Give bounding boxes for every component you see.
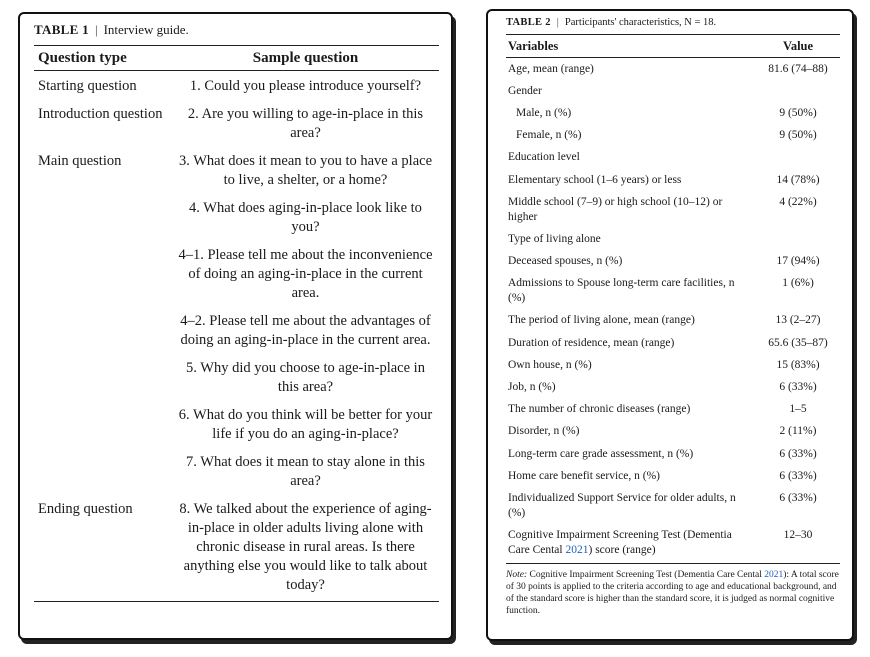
table-row	[506, 58, 840, 81]
question-type-cell	[34, 453, 172, 500]
row-label: Individualized Support Service for older adults, n (%)	[508, 491, 736, 519]
table2-title: Participants' characteristics, N = 18.	[564, 17, 717, 28]
row-label: Male, n (%)	[516, 106, 572, 119]
participants-body	[506, 58, 840, 525]
cist-label-text: Cognitive Impairment Screening Test (Dementia Care Cental	[508, 529, 732, 557]
row-label	[506, 525, 756, 564]
table-row	[506, 443, 840, 465]
row-label: Middle school (7–9) or high school (10–12) or higher	[508, 195, 723, 223]
row-label: Duration of residence, mean (range)	[508, 336, 675, 349]
table-row	[506, 191, 840, 228]
row-label: Type of living alone	[508, 232, 601, 245]
row-label: Age, mean (range)	[508, 62, 594, 75]
row-value: 4 (22%)	[779, 195, 817, 208]
table-row	[506, 421, 840, 443]
table-row	[34, 199, 439, 246]
table-row	[506, 354, 840, 376]
row-value: 14 (78%)	[776, 173, 820, 186]
header-variables: Variables	[506, 35, 756, 58]
table2-panel	[486, 9, 854, 641]
row-value: 12–30	[756, 525, 840, 564]
row-value: 65.6 (35–87)	[768, 336, 828, 349]
table-row	[506, 273, 840, 310]
row-value: 9 (50%)	[779, 129, 817, 142]
row-label: Admissions to Spouse long-term care facilities, n (%)	[508, 277, 735, 305]
table1-separator: |	[94, 22, 98, 37]
question-type-cell	[34, 199, 172, 246]
table-row	[506, 147, 840, 169]
table1-tag: TABLE 1	[34, 22, 89, 37]
table-row	[34, 152, 439, 199]
note-label: Note:	[506, 570, 528, 581]
row-label: Job, n (%)	[508, 381, 556, 394]
table-row	[506, 125, 840, 147]
interview-guide-table	[34, 45, 439, 602]
row-label: Home care benefit service, n (%)	[508, 469, 660, 482]
question-type-cell: Main question	[38, 153, 122, 169]
question-type-cell: Ending question	[34, 500, 172, 602]
sample-question-cell: 4–2. Please tell me about the advantages of doing an aging-in-place in the current area.	[180, 313, 431, 348]
row-label: Female, n (%)	[516, 129, 582, 142]
question-type-cell: Introduction question	[38, 106, 163, 122]
table-row	[506, 376, 840, 398]
question-type-cell	[34, 312, 172, 359]
table-row	[34, 359, 439, 406]
table2-caption	[506, 17, 840, 34]
participants-table	[506, 34, 840, 564]
row-label: Own house, n (%)	[508, 358, 592, 371]
sample-question-cell: 4. What does aging-in-place look like to you?	[189, 200, 422, 235]
table-row	[506, 525, 840, 564]
table1-title: Interview guide.	[103, 22, 189, 37]
table-row	[506, 228, 840, 250]
row-value: 1–5	[789, 403, 807, 416]
table-row	[506, 310, 840, 332]
interview-guide-body	[34, 71, 439, 602]
row-value: 1 (6%)	[782, 277, 814, 290]
row-value: 9 (50%)	[779, 106, 817, 119]
row-value: 17 (94%)	[776, 255, 820, 268]
sample-question-cell: 5. Why did you choose to age-in-place in this area?	[186, 360, 425, 395]
note-text-end: ): A total score of 30 points is applied to the criteria according to age and educational background, and of the standard score is higher than the standard score, it is judged as normal cognitive function.	[506, 570, 839, 617]
table1-caption	[34, 22, 439, 45]
row-value: 13 (2–27)	[775, 314, 821, 327]
header-value: Value	[756, 35, 840, 58]
question-type-cell	[34, 406, 172, 453]
row-value: 15 (83%)	[776, 358, 820, 371]
header-question-type: Question type	[34, 46, 172, 71]
table-row	[34, 500, 439, 602]
table-row	[506, 487, 840, 524]
header-sample-question: Sample question	[172, 46, 439, 71]
question-type-cell	[34, 246, 172, 312]
row-label: Education level	[508, 151, 580, 164]
table-row	[506, 102, 840, 124]
table-row	[506, 465, 840, 487]
table-row	[506, 251, 840, 273]
sample-question-cell: 6. What do you think will be better for your life if you do an aging-in-place?	[178, 407, 433, 442]
table-row	[34, 453, 439, 500]
table1-panel	[18, 12, 453, 640]
table2-separator: |	[556, 17, 559, 28]
cist-label-suffix: ) score (range)	[588, 544, 656, 557]
row-value: 6 (33%)	[779, 491, 817, 504]
sample-question-cell: 8. We talked about the experience of aging-in-place in older adults living alone with chronic disease in rural areas. Is there anything else you would like to talk about today?	[172, 500, 439, 602]
note-citation-link[interactable]: 2021	[764, 570, 784, 581]
row-value: 6 (33%)	[779, 469, 817, 482]
row-label: Elementary school (1–6 years) or less	[508, 173, 682, 186]
row-value: 6 (33%)	[779, 381, 817, 394]
table-row	[34, 71, 439, 106]
table-row	[34, 406, 439, 453]
sample-question-cell: 3. What does it mean to you to have a place to live, a shelter, or a home?	[179, 153, 432, 188]
table-row	[34, 105, 439, 152]
row-value: 81.6 (74–88)	[768, 62, 828, 75]
question-type-cell: Starting question	[38, 78, 137, 94]
row-label: The number of chronic diseases (range)	[508, 403, 691, 416]
table-row	[506, 399, 840, 421]
row-label: Gender	[508, 84, 542, 97]
table-row	[506, 332, 840, 354]
question-type-cell	[34, 359, 172, 406]
sample-question-cell: 2. Are you willing to age-in-place in this area?	[187, 106, 424, 141]
table2-tag: TABLE 2	[506, 17, 551, 28]
row-label: The period of living alone, mean (range)	[508, 314, 695, 327]
table-row	[34, 246, 439, 312]
row-label: Disorder, n (%)	[508, 425, 580, 438]
row-value	[756, 228, 840, 250]
table-row	[34, 312, 439, 359]
table-row	[506, 169, 840, 191]
note-text: Cognitive Impairment Screening Test (Dementia Care Cental	[527, 570, 765, 581]
row-label: Long-term care grade assessment, n (%)	[508, 447, 694, 460]
row-value	[756, 147, 840, 169]
sample-question-cell: 4–1. Please tell me about the inconvenience of doing an aging-in-place in the current area.	[178, 247, 433, 301]
table-row	[506, 80, 840, 102]
table-note	[506, 569, 840, 617]
row-value	[756, 80, 840, 102]
citation-link[interactable]: 2021	[565, 544, 589, 557]
row-label: Deceased spouses, n (%)	[508, 255, 623, 268]
sample-question-cell: 1. Could you please introduce yourself?	[189, 78, 422, 94]
row-value: 2 (11%)	[779, 425, 817, 438]
sample-question-cell: 7. What does it mean to stay alone in this area?	[186, 454, 425, 489]
row-value: 6 (33%)	[779, 447, 817, 460]
